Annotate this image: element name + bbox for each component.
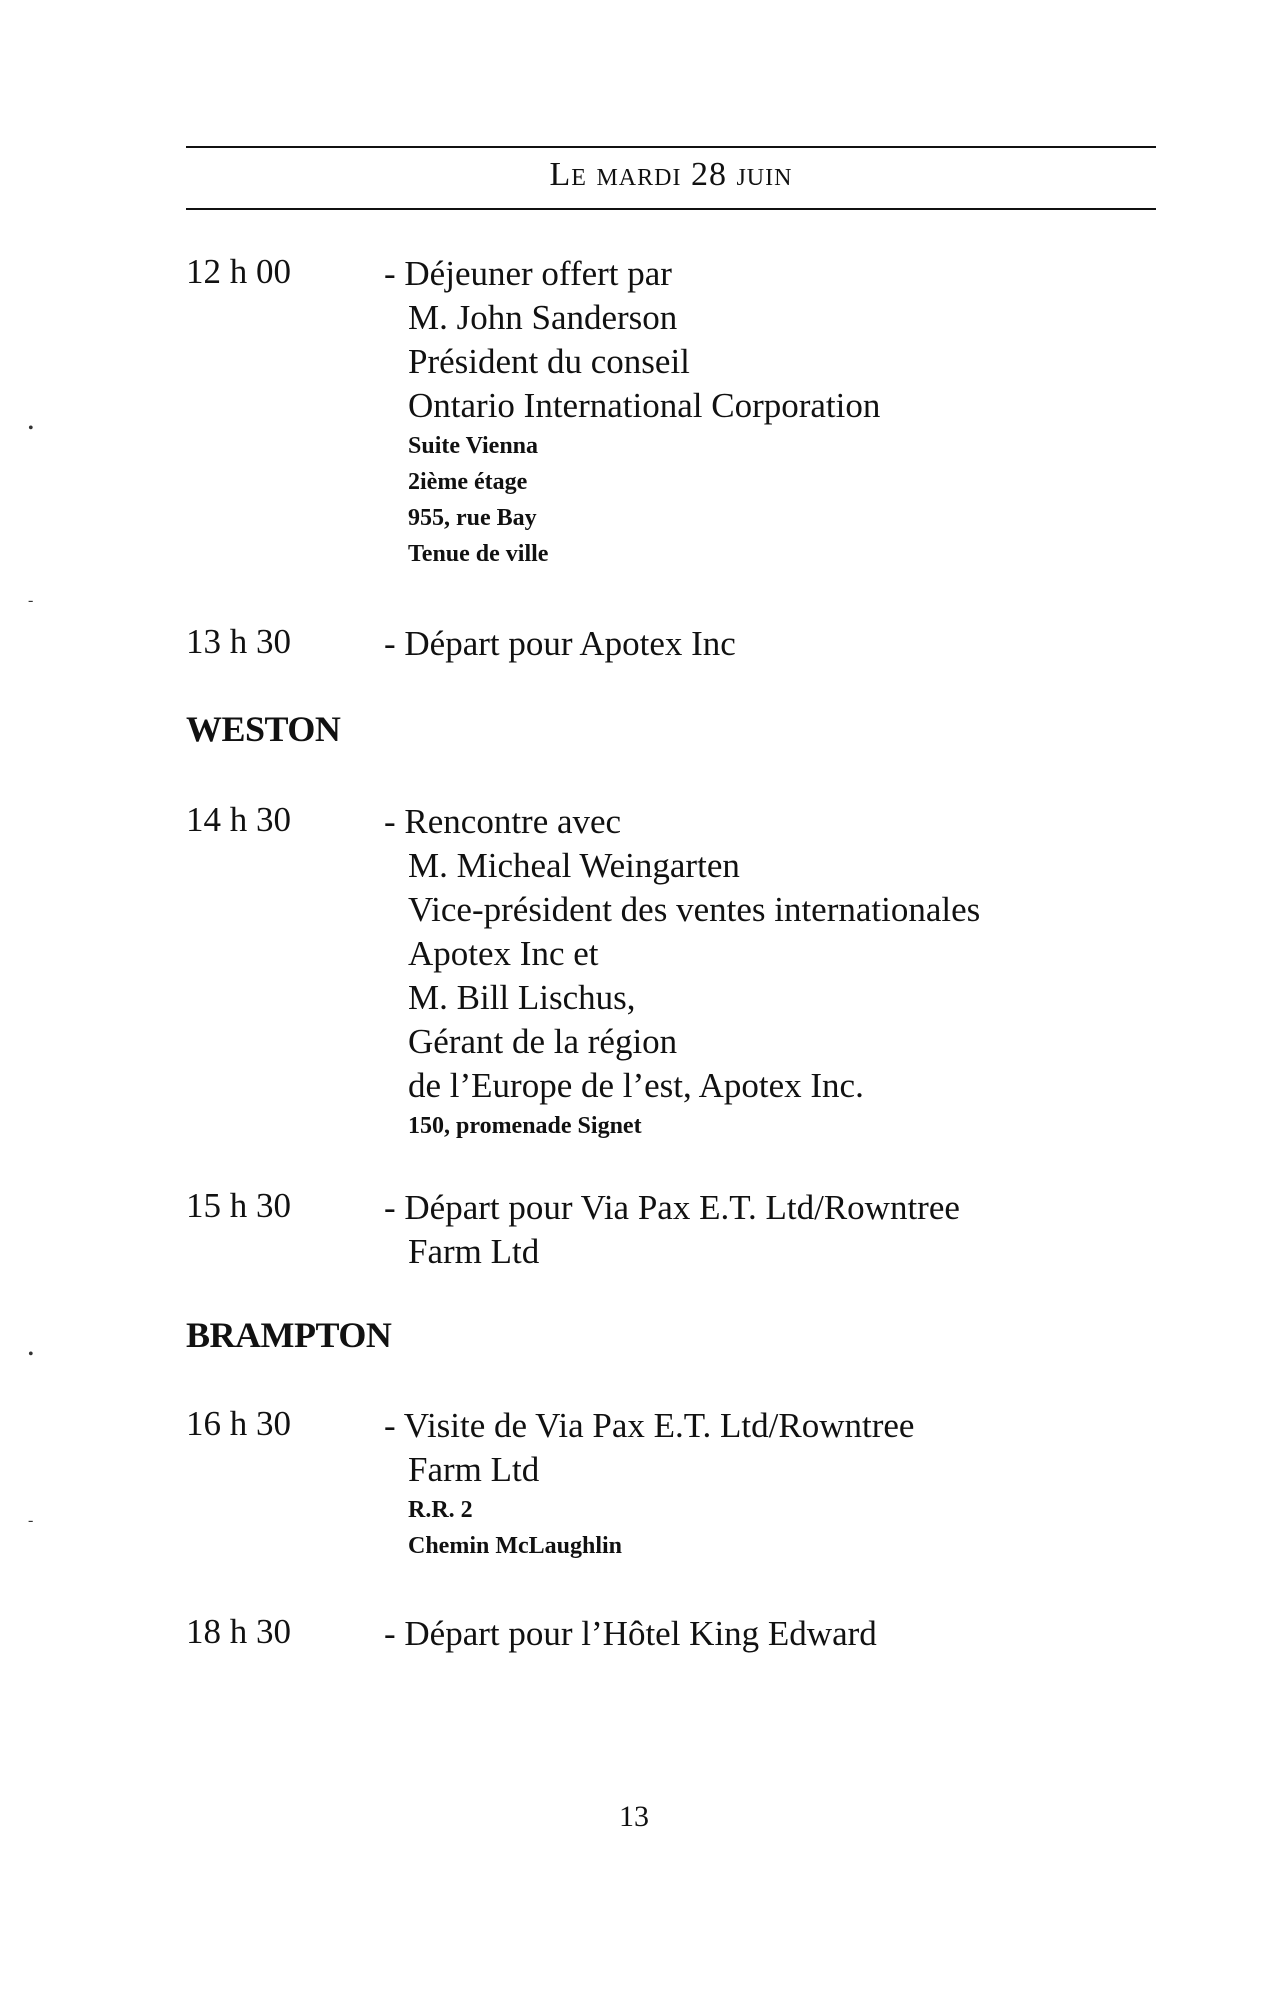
- scan-speck: -: [28, 592, 34, 609]
- section-heading-weston: WESTON: [186, 709, 341, 749]
- scan-speck: -: [28, 1512, 34, 1529]
- entry-line: Farm Ltd: [408, 1232, 540, 1271]
- entry-time: 13 h 30: [186, 622, 291, 661]
- entry-body: [384, 1186, 1148, 1274]
- entry-line: - Visite de Via Pax E.T. Ltd/Rowntree: [384, 1406, 915, 1445]
- scan-speck: •: [28, 420, 34, 437]
- entry-line: M. John Sanderson: [408, 298, 678, 337]
- entry-line: - Départ pour Apotex Inc: [384, 624, 736, 663]
- entry-line: Gérant de la région: [408, 1022, 678, 1061]
- entry-body: [384, 1404, 1148, 1564]
- entry-detail: 150, promenade Signet: [408, 1113, 642, 1139]
- entry-detail: Chemin McLaughlin: [408, 1533, 623, 1559]
- entry-line: Farm Ltd: [408, 1450, 540, 1489]
- entry-body: [384, 622, 1148, 666]
- entry-time: 15 h 30: [186, 1186, 291, 1225]
- entry-time: 16 h 30: [186, 1404, 291, 1443]
- entry-time: 14 h 30: [186, 800, 291, 839]
- entry-line: M. Micheal Weingarten: [408, 846, 740, 885]
- entry-body: [384, 252, 1148, 572]
- header-rule-top: [186, 146, 1156, 148]
- scan-speck: •: [28, 1346, 34, 1363]
- entry-line: - Déjeuner offert par: [384, 254, 672, 293]
- entry-line: - Rencontre avec: [384, 802, 622, 841]
- entry-detail: Suite Vienna: [408, 433, 539, 459]
- entry-line: de l’Europe de l’est, Apotex Inc.: [408, 1066, 864, 1105]
- section-heading-brampton: BRAMPTON: [186, 1315, 392, 1355]
- entry-time: 12 h 00: [186, 252, 291, 291]
- entry-line: M. Bill Lischus,: [408, 978, 636, 1017]
- entry-detail: 955, rue Bay: [408, 505, 537, 531]
- entry-body: [384, 1612, 1148, 1656]
- entry-line: Apotex Inc et: [408, 934, 599, 973]
- entry-line: Vice-président des ventes internationales: [408, 890, 981, 929]
- page-number: 13: [619, 1800, 649, 1833]
- page-header-title: Le mardi 28 juin: [549, 156, 793, 193]
- entry-line: Président du conseil: [408, 342, 690, 381]
- header-rule-bottom: [186, 208, 1156, 210]
- entry-line: - Départ pour Via Pax E.T. Ltd/Rowntree: [384, 1188, 960, 1227]
- entry-line: - Départ pour l’Hôtel King Edward: [384, 1614, 877, 1653]
- entry-time: 18 h 30: [186, 1612, 291, 1651]
- entry-detail: R.R. 2: [408, 1497, 473, 1523]
- entry-detail: Tenue de ville: [408, 541, 549, 567]
- entry-line: Ontario International Corporation: [408, 386, 881, 425]
- entry-detail: 2ième étage: [408, 469, 528, 495]
- entry-body: [384, 800, 1148, 1144]
